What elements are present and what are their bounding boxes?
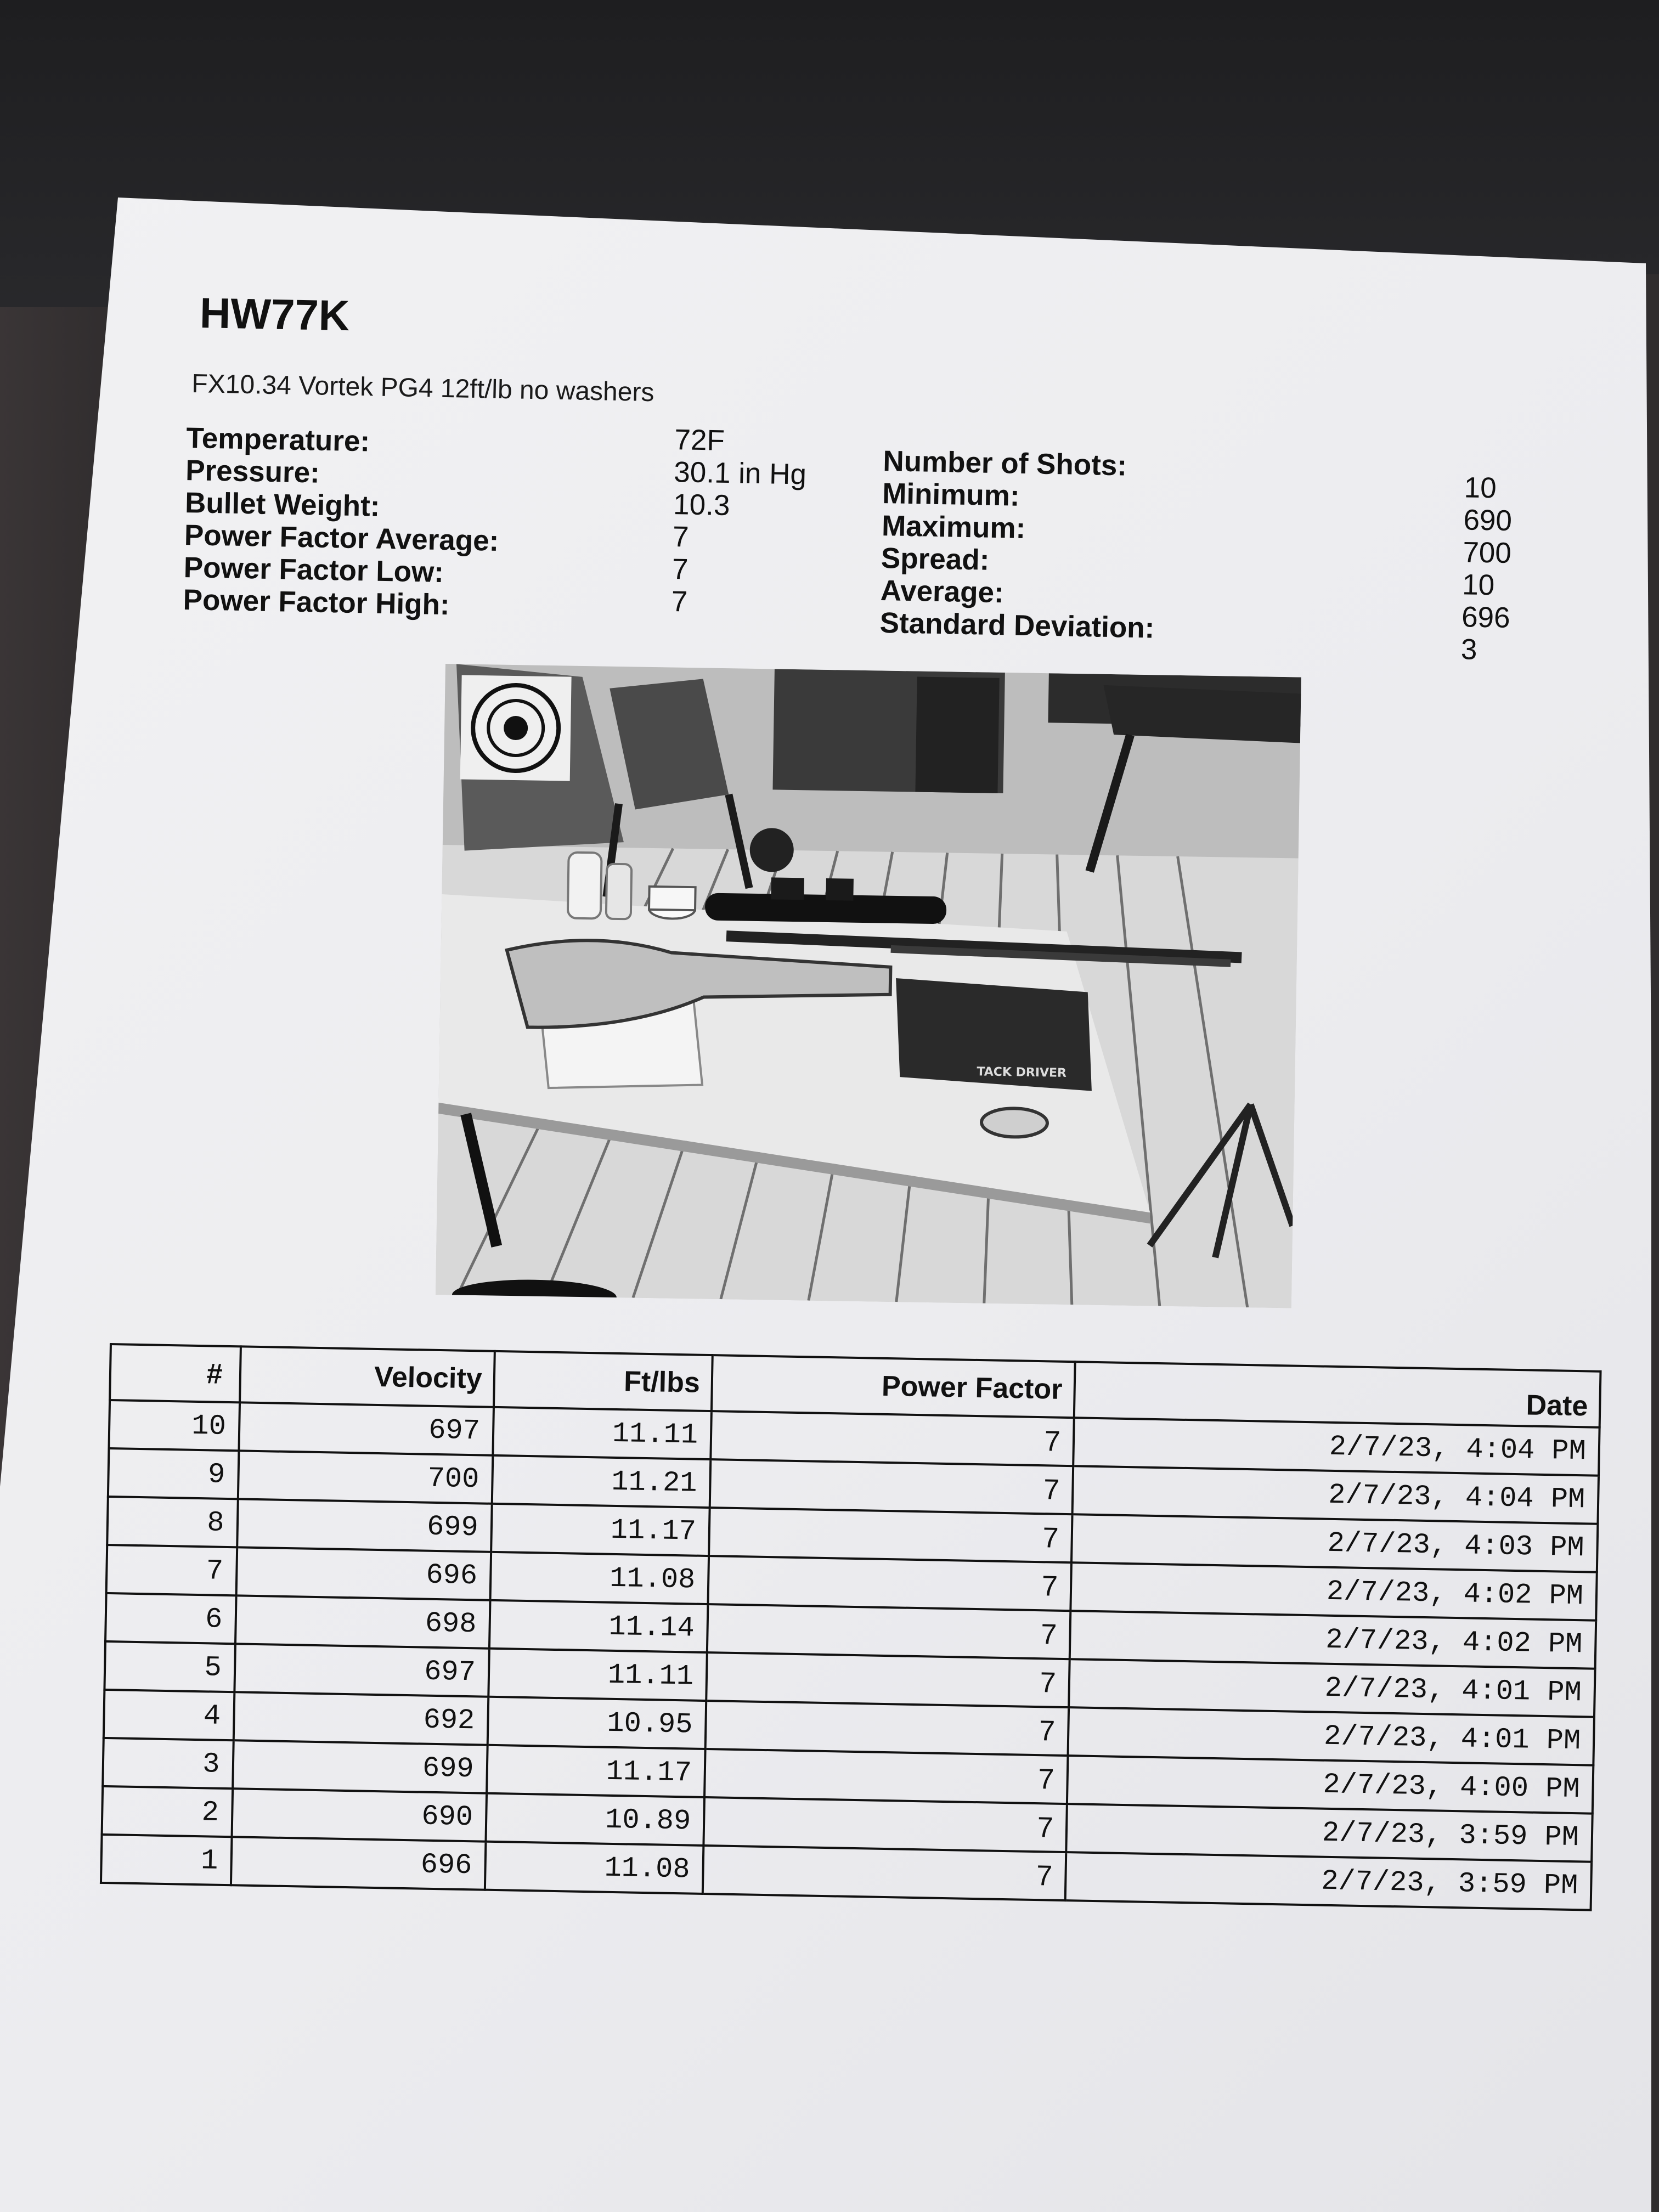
condition-row [185,454,807,491]
document-subtitle: FX10.34 Vortek PG4 12ft/lb no washers [191,369,654,408]
rifle-bench-photo [436,664,1301,1308]
summary-label: Minimum: [882,477,1020,512]
shot-number: 2 [102,1786,233,1837]
photo-illustration [436,664,1301,1308]
condition-value: 72F [674,424,725,457]
shot-number: 1 [101,1835,232,1885]
shot-power-factor: 7 [710,1411,1074,1466]
column-header-power-factor: Power Factor [712,1355,1075,1418]
shot-date: 2/7/23, 4:02 PM [1070,1562,1597,1621]
condition-row [183,551,689,589]
summary-value: 696 [1461,601,1511,634]
shot-power-factor: 7 [709,1508,1072,1562]
summary-label: Spread: [881,541,990,577]
shot-power-factor: 7 [706,1701,1069,1756]
shot-date: 2/7/23, 4:01 PM [1069,1659,1595,1717]
shot-power-factor: 7 [710,1459,1073,1514]
summary-label: Average: [880,574,1005,610]
shot-ftlbs: 11.17 [487,1745,706,1797]
shot-velocity: 696 [230,1837,486,1889]
summary-label: Standard Deviation: [879,606,1155,645]
shot-velocity: 697 [239,1402,494,1455]
shot-date: 2/7/23, 4:04 PM [1073,1418,1600,1476]
condition-label: Power Factor Low: [183,551,444,589]
condition-value: 7 [672,553,689,586]
tack-driver-logo: TACK DRIVER [977,1065,1067,1080]
shot-date: 2/7/23, 4:02 PM [1069,1611,1596,1669]
column-header-velocity: Velocity [240,1346,495,1407]
shot-number: 6 [105,1593,236,1644]
shot-ftlbs: 10.95 [487,1697,706,1749]
shot-number: 7 [106,1545,237,1595]
shot-number: 5 [104,1641,235,1692]
shot-power-factor: 7 [707,1604,1070,1659]
shot-number: 4 [104,1690,234,1740]
shot-date: 2/7/23, 4:01 PM [1068,1707,1594,1765]
condition-value: 30.1 in Hg [673,456,807,491]
shot-velocity: 699 [237,1499,492,1551]
shot-power-factor: 7 [703,1846,1066,1900]
column-header-date: Date [1074,1362,1600,1427]
document-title: HW77K [199,288,350,340]
shot-ftlbs: 11.21 [492,1455,710,1508]
shot-date: 2/7/23, 4:00 PM [1067,1756,1594,1814]
shot-velocity: 699 [233,1740,488,1793]
condition-row [185,421,725,458]
shot-date: 2/7/23, 4:03 PM [1071,1514,1598,1572]
shot-number: 3 [103,1738,233,1788]
column-header-number: # [110,1344,240,1402]
shot-ftlbs: 11.08 [490,1552,709,1604]
summary-value: 700 [1462,536,1512,570]
condition-value: 10.3 [673,488,730,522]
summary-value: 690 [1463,504,1513,538]
shot-date: 2/7/23, 4:04 PM [1072,1466,1599,1524]
shot-velocity: 698 [235,1595,490,1648]
shot-power-factor: 7 [708,1556,1071,1611]
condition-label: Temperature: [185,421,370,458]
shot-ftlbs: 11.11 [493,1407,712,1459]
shot-number: 8 [107,1497,238,1547]
condition-value: 7 [671,585,688,618]
shot-date: 2/7/23, 3:59 PM [1066,1804,1593,1862]
shot-ftlbs: 11.08 [485,1842,704,1894]
condition-label: Power Factor Average: [184,518,499,557]
shot-ftlbs: 10.89 [486,1793,704,1846]
shot-power-factor: 7 [704,1749,1068,1804]
shot-velocity: 690 [232,1788,487,1841]
shot-velocity: 696 [236,1547,491,1600]
summary-label: Number of Shots: [882,444,1127,482]
shot-ftlbs: 11.11 [488,1649,707,1701]
shot-number: 10 [109,1400,239,1451]
shot-number: 9 [108,1448,239,1499]
shot-table-container [100,1343,1602,1911]
condition-value: 7 [672,521,690,554]
summary-value: 10 [1462,568,1495,602]
summary-value: 10 [1464,471,1497,505]
shot-date: 2/7/23, 3:59 PM [1065,1852,1592,1910]
shot-velocity: 697 [234,1644,489,1696]
shot-ftlbs: 11.14 [489,1600,708,1652]
shot-ftlbs: 11.17 [491,1504,710,1556]
summary-value: 3 [1460,633,1478,666]
shot-table [100,1343,1602,1911]
summary-row [879,606,1478,666]
shot-power-factor: 7 [703,1797,1066,1852]
summary-label: Maximum: [881,509,1026,545]
shot-velocity: 700 [238,1451,493,1503]
condition-label: Pressure: [185,454,320,489]
shot-velocity: 692 [233,1692,488,1745]
column-header-ftlbs: Ft/lbs [494,1351,713,1411]
shot-power-factor: 7 [706,1652,1069,1707]
condition-label: Power Factor High: [183,583,450,622]
condition-label: Bullet Weight: [184,486,380,523]
